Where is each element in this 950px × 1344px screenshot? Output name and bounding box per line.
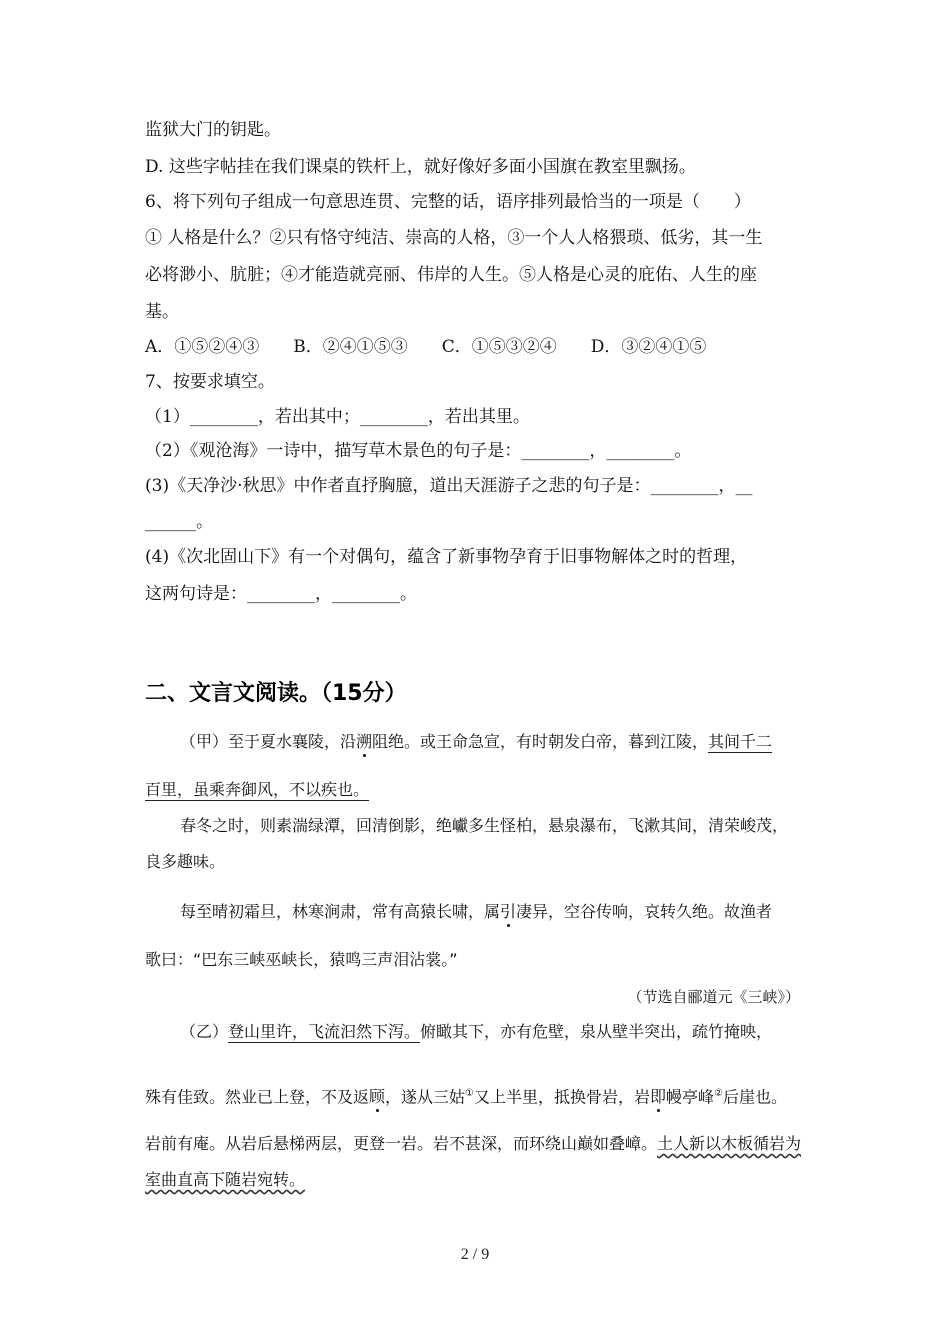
- question-6-sentences-cont: 必将渺小、肮脏；④才能造就亮丽、伟岸的人生。⑤人格是心灵的庇佑、人生的座: [145, 265, 757, 285]
- text-line: 监狱大门的钥匙。: [145, 120, 281, 140]
- passage-jia-line-3: 春冬之时，则素湍绿潭，回清倒影，绝巘多生怪柏，悬泉瀑布，飞漱其间，清荣峻茂，: [180, 816, 789, 835]
- passage-jia-line-6: 歌曰：“巴东三峡巫峡长，猿鸣三声泪沾裳。”: [145, 950, 458, 969]
- dotted-char: 顾: [369, 1087, 386, 1107]
- footnote-mark: ①: [465, 1088, 475, 1099]
- passage-yi-line-2: 殊有佳致。然业已上登，不及返顾，遂从三姑①又上半里，抵换骨岩，岩即幔亭峰②后崖也。: [145, 1087, 788, 1107]
- dotted-char: 即: [650, 1087, 667, 1107]
- question-7-item-4-cont: 这两句诗是：________，________。: [145, 584, 417, 604]
- question-7-item-3: (3)《天净沙·秋思》中作者直抒胸臆，道出天涯游子之悲的句子是：________，__: [145, 476, 753, 496]
- option-d-line: D. 这些字帖挂在我们课桌的铁杆上，就好像好多面小国旗在教室里飘扬。: [145, 157, 696, 177]
- passage-jia-line-4: 良多趣味。: [145, 852, 226, 871]
- page-number: 2 / 9: [460, 1246, 490, 1263]
- underlined-sentence: 其间千二: [708, 732, 773, 751]
- question-6-options: A．①⑤②④③ B．②④①⑤③ C．①⑤③②④ D．③②④①⑤: [145, 337, 707, 357]
- underlined-sentence: 登山里许，飞流汩然下泻。: [228, 1022, 421, 1041]
- wavy-underlined-sentence: 土人新以木板循岩为: [657, 1134, 802, 1153]
- dotted-char: 溯: [356, 732, 373, 751]
- passage-jia-line-2: [145, 779, 369, 801]
- underlined-sentence: 百里，虽乘奔御风，不以疾也。: [145, 780, 370, 799]
- passage-jia-line-1: （甲）至于夏水襄陵，沿溯阻绝。或王命急宣，有时朝发白帝，暮到江陵，其间千二: [180, 732, 773, 751]
- passage-yi-line-1: （乙）登山里许，飞流汩然下泻。俯瞰其下，亦有危壁，泉从壁半突出，疏竹掩映，: [180, 1022, 773, 1041]
- question-7-item-1: （1）________，若出其中；________，若出其里。: [145, 407, 530, 427]
- section-heading: 二、文言文阅读。（15分）: [145, 681, 407, 706]
- question-7-item-2: （2）《观沧海》一诗中，描写草木景色的句子是：________，________。: [145, 441, 692, 461]
- wavy-underlined-sentence: 室曲直高下随岩宛转。: [145, 1170, 306, 1189]
- passage-yi-line-3: 岩前有庵。从岩后悬梯两层，更登一岩。岩不甚深，而环绕山巅如叠嶂。土人新以木板循岩为: [145, 1134, 802, 1153]
- footnote-mark: ②: [714, 1088, 724, 1099]
- question-7-item-4: (4)《次北固山下》有一个对偶句，蕴含了新事物孕育于旧事物解体之时的哲理，: [145, 547, 748, 567]
- question-6-sentences-end: 基。: [145, 302, 179, 322]
- question-7-stem: 7、按要求填空。: [145, 372, 275, 392]
- passage-jia-line-5: 每至晴初霜旦，林寒涧肃，常有高猿长啸，属引凄异，空谷传响，哀转久绝。故渔者: [180, 902, 773, 921]
- question-6-stem: 6、将下列句子组成一句意思连贯、完整的话，语序排列最恰当的一项是（ ）: [145, 192, 751, 212]
- dotted-char: 引: [500, 902, 517, 921]
- question-7-item-3-cont: ______。: [145, 512, 213, 532]
- question-6-sentences: ① 人格是什么？②只有恪守纯洁、崇高的人格，③一个人人格猥琐、低劣，其一生: [145, 228, 763, 248]
- passage-yi-line-4: [145, 1169, 305, 1191]
- passage-source: （节选自郦道元《三峡》）: [627, 988, 800, 1006]
